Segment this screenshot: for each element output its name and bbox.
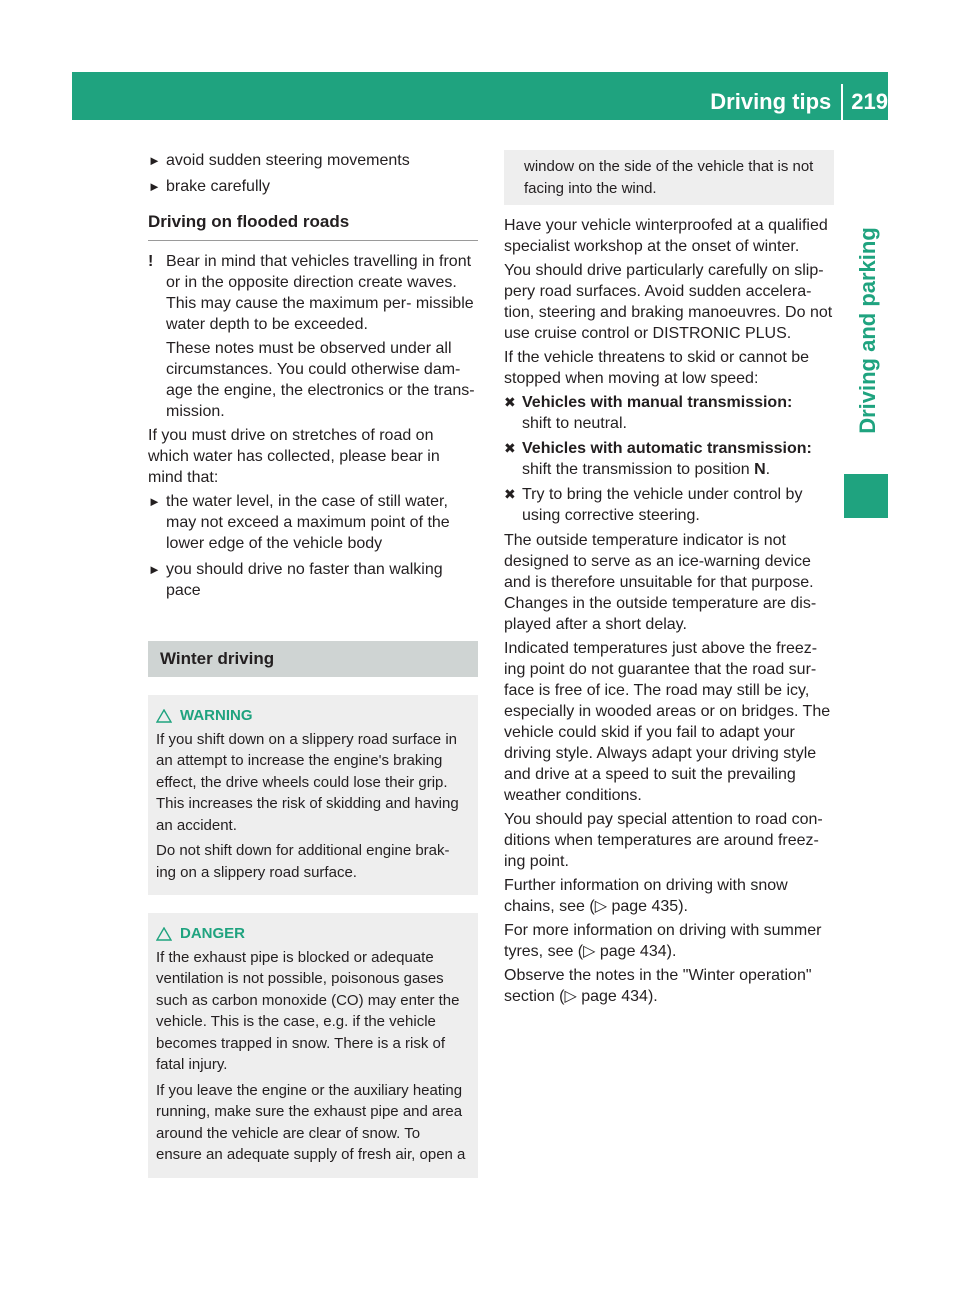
heading-flooded-roads: Driving on flooded roads <box>148 211 478 241</box>
bullet-icon: ► <box>148 562 161 577</box>
list-item: ► the water level, in the case of still water, may not exceed a maximum point of the lower edge of the vehicle body <box>148 493 450 552</box>
bullet-icon: ► <box>148 494 161 509</box>
side-tab <box>844 200 890 460</box>
paragraph: You should drive particularly carefully on slip- pery road surfaces. Avoid sudden accelera- tion, steering and braking manoeuvres. Do not use cruise control or DISTRONIC PLUS. <box>504 262 833 342</box>
list-item: ► brake carefully <box>148 178 271 195</box>
warning-header: WARNING <box>156 705 470 727</box>
list-item: ► avoid sudden steering movements <box>148 152 410 169</box>
cross-reference[interactable]: For more information on driving with summer tyres, see (▷ page 434). <box>504 922 822 960</box>
side-tab-label: Driving and parking <box>854 226 880 434</box>
right-column <box>504 150 834 1010</box>
side-tab-marker <box>844 474 888 518</box>
step-arrow-icon: ✖ <box>504 440 516 456</box>
paragraph: If the vehicle threatens to skid or cannot be stopped when moving at low speed: <box>504 349 810 387</box>
section-heading-winter: Winter driving <box>148 641 478 677</box>
bullet-icon: ► <box>148 179 161 194</box>
cross-reference[interactable]: Observe the notes in the "Winter operation" section (▷ page 434). <box>504 967 812 1005</box>
warning-box: WARNING If you shift down on a slippery road surface in an attempt to increase the engine's braking effect, the drive wheels could lose their grip. This increases the risk of skidding and having an accident. Do not shift down for additional engine brak- ing on a slippery road surface. <box>148 695 478 895</box>
paragraph: Have your vehicle winterproofed at a qualified specialist workshop at the onset of winter. <box>504 217 828 255</box>
left-column <box>148 150 478 1196</box>
paragraph: Indicated temperatures just above the freez- ing point do not guarantee that the road sur- face is free of ice. The road may still be icy, especially in wooded areas or on bridges. The vehicle could skid if you fail to adapt your driving style. Always adapt your driving style and drive at a speed to suit the prevailing weather conditions. <box>504 640 831 804</box>
warning-triangle-icon <box>156 709 172 723</box>
instruction-step: ✖ Vehicles with manual transmission: shift to neutral. <box>504 394 793 432</box>
page-number: 219 <box>851 89 888 114</box>
material-damage-note: ! Bear in mind that vehicles travelling in front or in the opposite direction create waves. This may cause the maximum per- missible water depth to be exceeded. These notes must be observed under all circumstances. You could otherwise dam- age the engine, the electronics or the trans- mission. <box>148 253 475 420</box>
header-separator <box>841 84 843 120</box>
cross-reference[interactable]: Further information on driving with snow chains, see (▷ page 435). <box>504 877 788 915</box>
step-arrow-icon: ✖ <box>504 486 516 502</box>
paragraph: If you must drive on stretches of road on which water has collected, please bear in mind that: <box>148 427 440 486</box>
bullet-icon: ► <box>148 153 161 168</box>
header-title: Driving tips <box>710 89 832 114</box>
paragraph: You should pay special attention to road con- ditions when temperatures are around freez- ing point. <box>504 811 823 870</box>
step-arrow-icon: ✖ <box>504 394 516 410</box>
running-header <box>710 84 888 120</box>
paragraph: The outside temperature indicator is not designed to serve as an ice-warning device and is therefore unsuitable for that purpose. Changes in the outside temperature are dis- played after a short delay. <box>504 532 817 633</box>
instruction-step: ✖ Vehicles with automatic transmission: shift the transmission to position N. <box>504 440 812 478</box>
instruction-step: ✖ Try to bring the vehicle under control by using corrective steering. <box>504 486 803 524</box>
exclamation-icon: ! <box>148 253 154 270</box>
list-item: ► you should drive no faster than walking pace <box>148 561 443 599</box>
warning-triangle-icon <box>156 927 172 941</box>
danger-box-continued: window on the side of the vehicle that is not facing into the wind. <box>504 150 834 205</box>
danger-header: DANGER <box>156 923 470 945</box>
danger-box: DANGER If the exhaust pipe is blocked or adequate ventilation is not possible, poisonous gases such as carbon monoxide (CO) may enter the vehicle. This is the case, e.g. if the vehicle becomes trapped in snow. There is a risk of fatal injury. If you leave the engine or the auxiliary heating running, make sure the exhaust pipe and area around the vehicle are clear of snow. To ensure an adequate supply of fresh air, open a <box>148 913 478 1178</box>
